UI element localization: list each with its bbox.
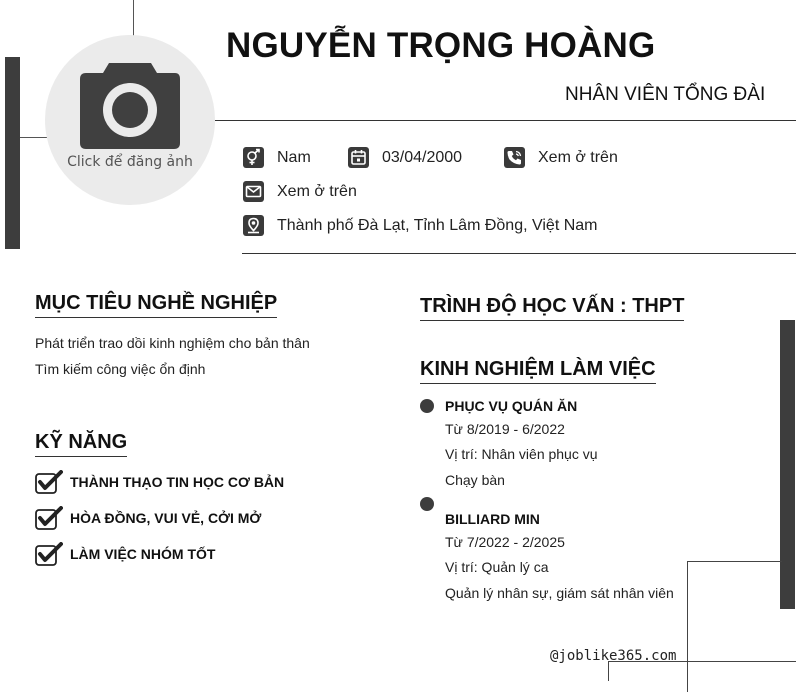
- decor-line-left: [20, 137, 48, 138]
- info-divider: [242, 253, 796, 254]
- decor-line-bottom-tick: [608, 661, 609, 681]
- gender-value: Nam: [277, 149, 311, 166]
- decor-bar-left: [5, 57, 20, 249]
- email-value: Xem ở trên: [277, 183, 357, 200]
- address-value: Thành phố Đà Lạt, Tỉnh Lâm Đồng, Việt Nam: [277, 217, 598, 234]
- objective-line: Tìm kiếm công việc ổn định: [35, 361, 206, 377]
- checkbox-checked-icon: [35, 506, 63, 530]
- job-period: Từ 8/2019 - 6/2022: [445, 421, 565, 437]
- decor-box-bottom-right: [687, 561, 782, 692]
- location-icon: [243, 215, 264, 236]
- candidate-name: NGUYỄN TRỌNG HOÀNG: [226, 26, 656, 65]
- skill-item: LÀM VIỆC NHÓM TỐT: [70, 546, 216, 562]
- job-role: Vị trí: Nhân viên phục vụ: [445, 446, 598, 462]
- bullet-dot-icon: [420, 399, 434, 413]
- checkbox-checked-icon: [35, 470, 63, 494]
- education-title: TRÌNH ĐỘ HỌC VẤN : THPT: [420, 295, 684, 321]
- objective-title: MỤC TIÊU NGHỀ NGHIỆP: [35, 292, 277, 318]
- job-company: BILLIARD MIN: [445, 511, 540, 527]
- job-role: Vị trí: Quản lý ca: [445, 559, 549, 575]
- objective-line: Phát triển trao dồi kinh nghiệm cho bản thân: [35, 335, 310, 351]
- avatar-upload[interactable]: [45, 35, 215, 205]
- skill-item: HÒA ĐỒNG, VUI VẺ, CỞI MỞ: [70, 510, 262, 526]
- decor-bar-right: [780, 320, 795, 609]
- camera-icon: [79, 59, 181, 149]
- avatar-upload-label: Click để đăng ảnh: [67, 154, 193, 170]
- experience-title: KINH NGHIỆM LÀM VIỆC: [420, 358, 656, 384]
- bullet-dot-icon: [420, 497, 434, 511]
- skill-item: THÀNH THẠO TIN HỌC CƠ BẢN: [70, 474, 285, 490]
- calendar-icon: [348, 147, 369, 168]
- job-description: Chạy bàn: [445, 472, 505, 488]
- decor-line-top: [133, 0, 134, 36]
- candidate-position: NHÂN VIÊN TỔNG ĐÀI: [565, 84, 766, 105]
- header-divider: [214, 120, 796, 121]
- mail-icon: [243, 181, 264, 202]
- checkbox-checked-icon: [35, 542, 63, 566]
- skills-title: KỸ NĂNG: [35, 431, 127, 457]
- phone-icon: [504, 147, 525, 168]
- job-description: Quản lý nhân sự, giám sát nhân viên: [445, 585, 674, 601]
- birthday-value: 03/04/2000: [382, 149, 463, 166]
- gender-icon: [243, 147, 264, 168]
- job-company: PHỤC VỤ QUÁN ĂN: [445, 398, 578, 414]
- watermark: @joblike365.com: [550, 648, 677, 664]
- phone-value: Xem ở trên: [538, 149, 618, 166]
- job-period: Từ 7/2022 - 2/2025: [445, 534, 565, 550]
